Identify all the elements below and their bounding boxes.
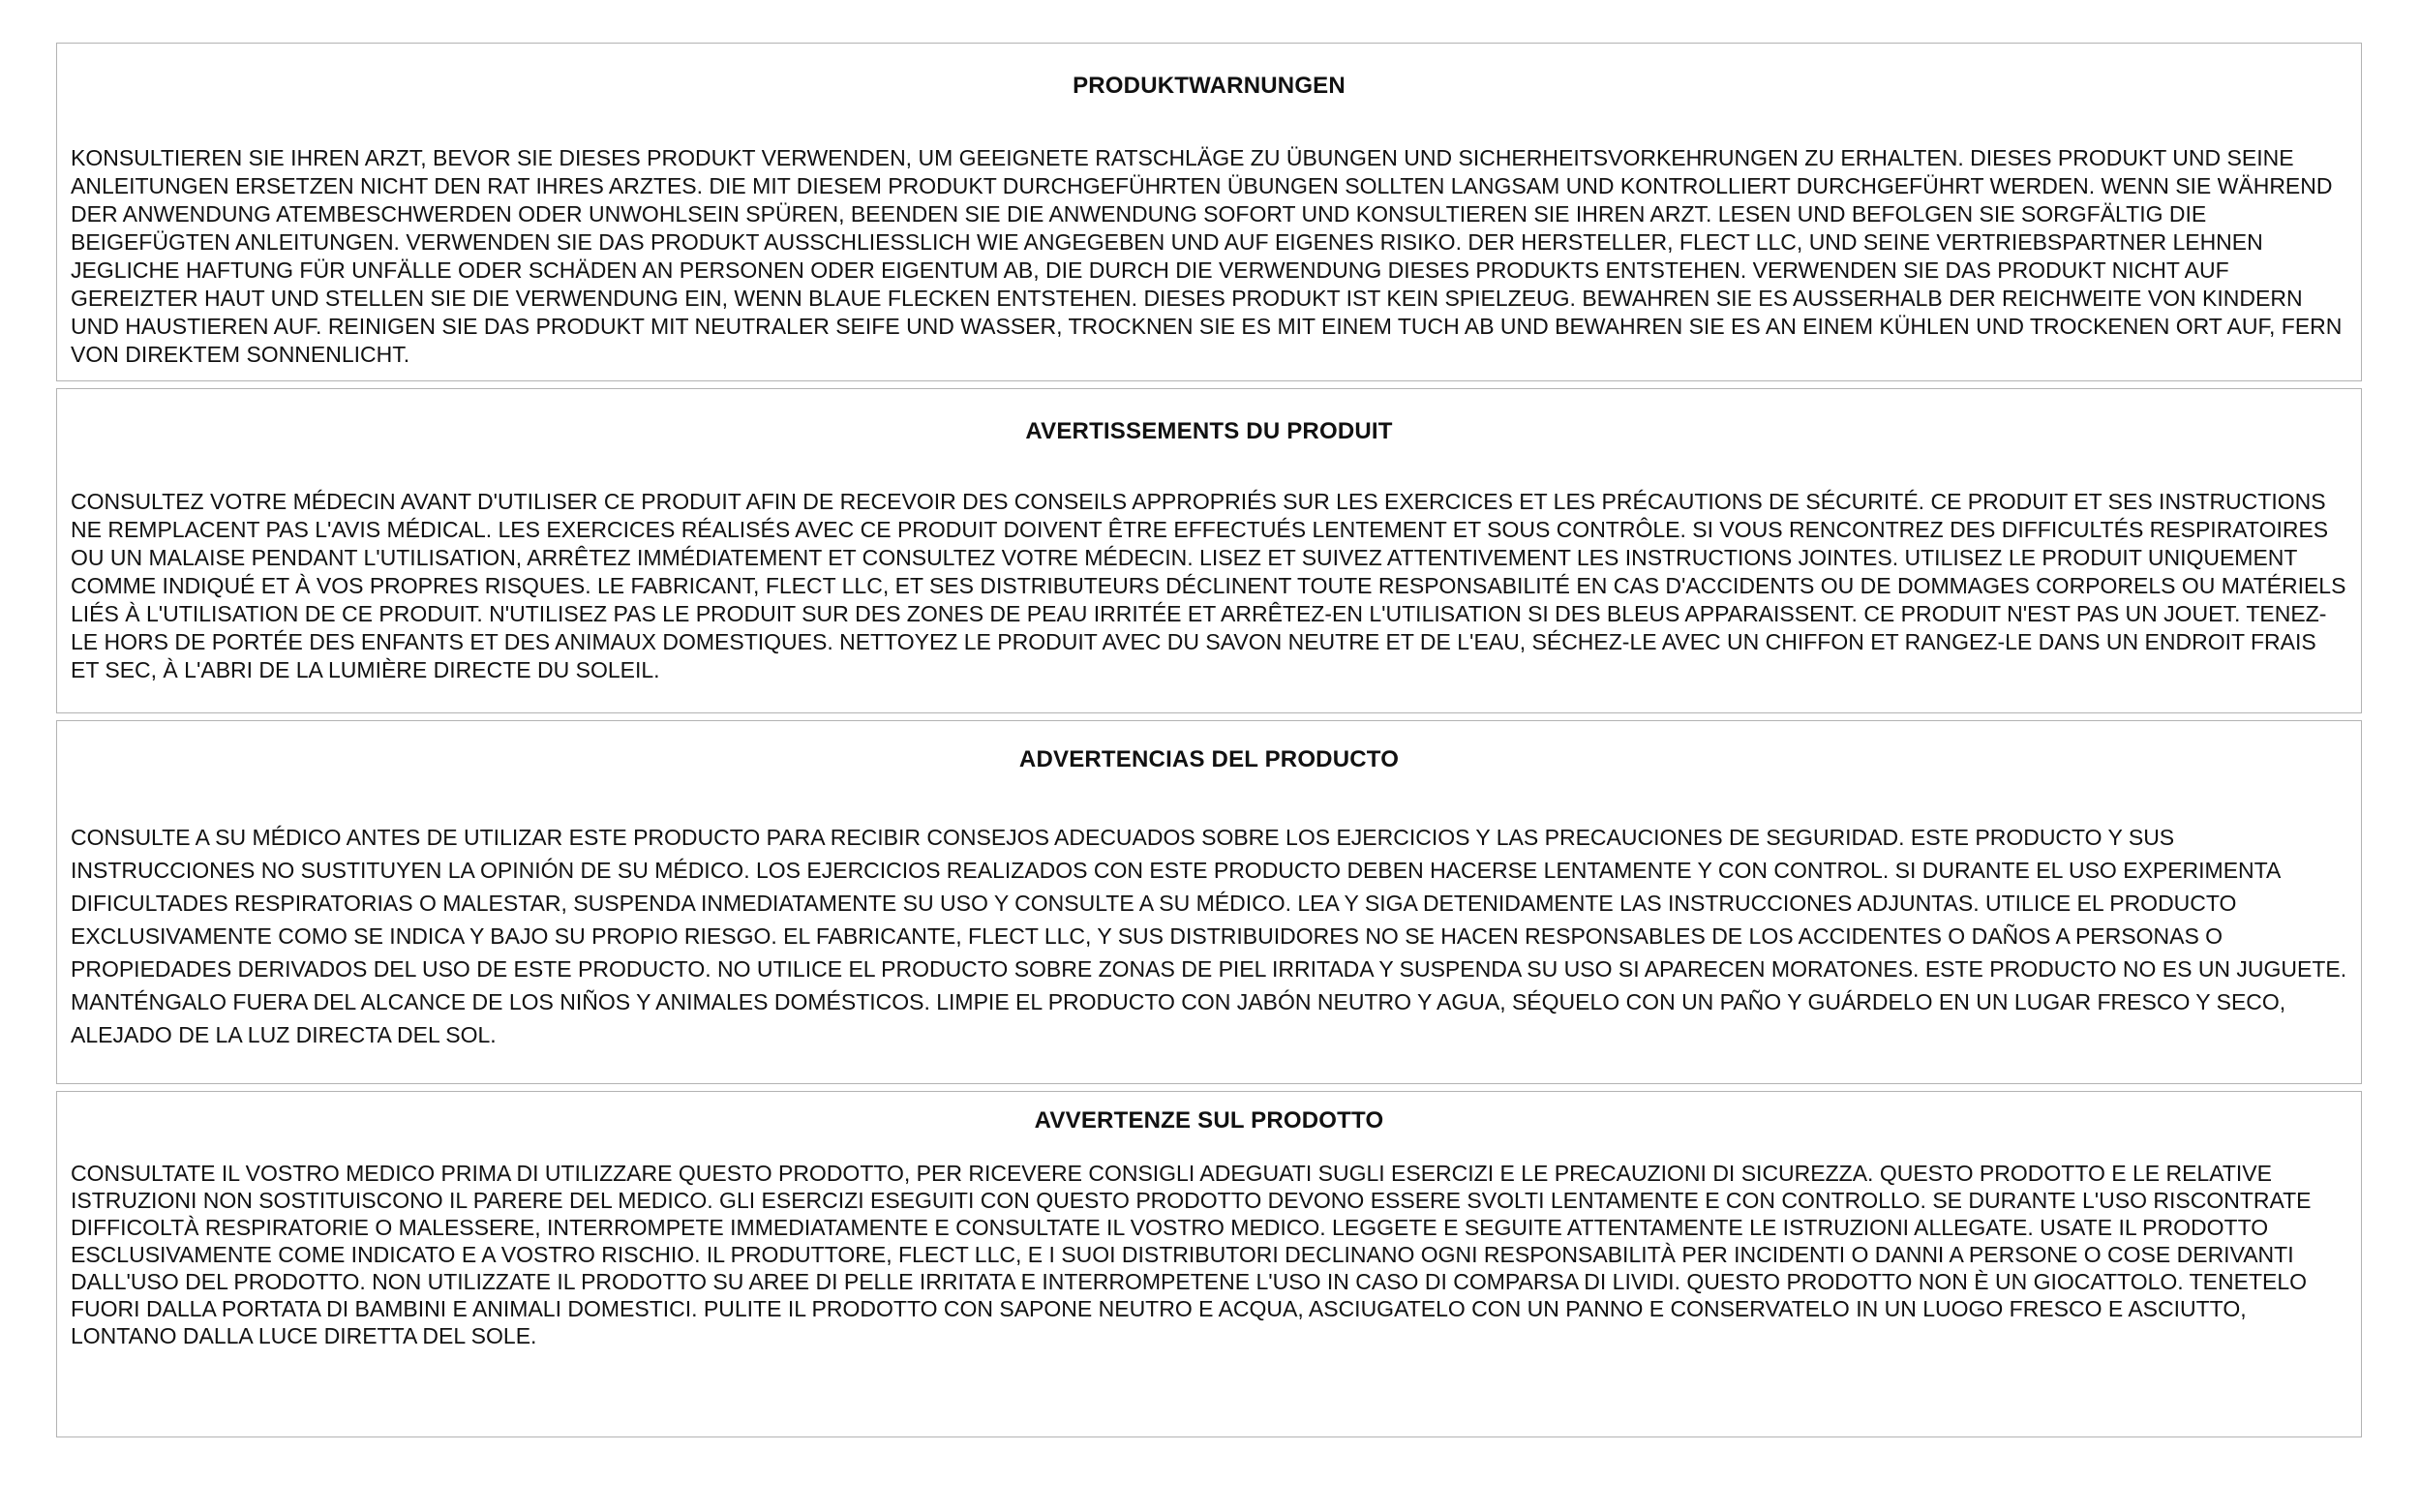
section-title-spanish: ADVERTENCIAS DEL PRODUCTO bbox=[1018, 746, 1400, 772]
section-body-french: CONSULTEZ VOTRE MÉDECIN AVANT D'UTILISER CE PRODUIT AFIN DE RECEVOIR DES CONSEILS APPROPRIÉS SUR LES EXERCICES ET LES PRÉCAUTIONS DE SÉCURITÉ. CE PRODUIT ET SES INSTRUCTIONS NE REMPLACENT PAS L'AVIS MÉDICAL. LES EXERCICES RÉALISÉS AVEC CE PRODUIT DOIVENT ÊTRE EFFECTUÉS LENTEMENT ET SOUS CONTRÔLE. SI VOUS RENCONTREZ DES DIFFICULTÉS RESPIRATOIRES OU UN MALAISE PENDANT L'UTILISATION, ARRÊTEZ IMMÉDIATEMENT ET CONSULTEZ VOTRE MÉDECIN. LISEZ ET SUIVEZ ATTENTIVEMENT LES INSTRUCTIONS JOINTES. UTILISEZ LE PRODUIT UNIQUEMENT COMME INDIQUÉ ET À VOS PROPRES RISQUES. LE FABRICANT, FLECT LLC, ET SES DISTRIBUTEURS DÉCLINENT TOUTE RESPONSABILITÉ EN CAS D'ACCIDENTS OU DE DOMMAGES CORPORELS OU MATÉRIELS LIÉS À L'UTILISATION DE CE PRODUIT. N'UTILISEZ PAS LE PRODUIT SUR DES ZONES DE PEAU IRRITÉE ET ARRÊTEZ-EN L'UTILISATION SI DES BLEUS APPARAISSENT. CE PRODUIT N'EST PAS UN JOUET. TENEZ-LE HORS DE PORTÉE DES ENFANTS ET DES ANIMAUX DOMESTIQUES. NETTOYEZ LE PRODUIT AVEC DU SAVON NEUTRE ET DE L'EAU, SÉCHEZ-LE AVEC UN CHIFFON ET RANGEZ-LE DANS UN ENDROIT FRAIS ET SEC, À L'ABRI DE LA LUMIÈRE DIRECTE DU SOLEIL. bbox=[71, 489, 2346, 682]
warnings-document bbox=[56, 43, 2362, 1444]
section-body-italian: CONSULTATE IL VOSTRO MEDICO PRIMA DI UTILIZZARE QUESTO PRODOTTO, PER RICEVERE CONSIGLI ADEGUATI SUGLI ESERCIZI E LE PRECAUZIONI DI SICUREZZA. QUESTO PRODOTTO E LE RELATIVE ISTRUZIONI NON SOSTITUISCONO IL PARERE DEL MEDICO. GLI ESERCIZI ESEGUITI CON QUESTO PRODOTTO DEVONO ESSERE SVOLTI LENTAMENTE E CON CONTROLLO. SE DURANTE L'USO RISCONTRATE DIFFICOLTÀ RESPIRATORIE O MALESSERE, INTERROMPETE IMMEDIATAMENTE E CONSULTATE IL VOSTRO MEDICO. LEGGETE E SEGUITE ATTENTAMENTE LE ISTRUZIONI ALLEGATE. USATE IL PRODOTTO ESCLUSIVAMENTE COME INDICATO E A VOSTRO RISCHIO. IL PRODUTTORE, FLECT LLC, E I SUOI DISTRIBUTORI DECLINANO OGNI RESPONSABILITÀ PER INCIDENTI O DANNI A PERSONE O COSE DERIVANTI DALL'USO DEL PRODOTTO. NON UTILIZZATE IL PRODOTTO SU AREE DI PELLE IRRITATA E INTERROMPETENE L'USO IN CASO DI COMPARSA DI LIVIDI. QUESTO PRODOTTO NON È UN GIOCATTOLO. TENETELO FUORI DALLA PORTATA DI BAMBINI E ANIMALI DOMESTICI. PULITE IL PRODOTTO CON SAPONE NEUTRO E ACQUA, ASCIUGATELO CON UN PANNO E CONSERVATELO IN UN LUOGO FRESCO E ASCIUTTO, LONTANO DALLA LUCE DIRETTA DEL SOLE. bbox=[71, 1161, 2312, 1348]
section-body-spanish: CONSULTE A SU MÉDICO ANTES DE UTILIZAR ESTE PRODUCTO PARA RECIBIR CONSEJOS ADECUADOS SOBRE LOS EJERCICIOS Y LAS PRECAUCIONES DE SEGURIDAD. ESTE PRODUCTO Y SUS INSTRUCCIONES NO SUSTITUYEN LA OPINIÓN DE SU MÉDICO. LOS EJERCICIOS REALIZADOS CON ESTE PRODUCTO DEBEN HACERSE LENTAMENTE Y CON CONTROL. SI DURANTE EL USO EXPERIMENTA DIFICULTADES RESPIRATORIAS O MALESTAR, SUSPENDA INMEDIATAMENTE SU USO Y CONSULTE A SU MÉDICO. LEA Y SIGA DETENIDAMENTE LAS INSTRUCCIONES ADJUNTAS. UTILICE EL PRODUCTO EXCLUSIVAMENTE COMO SE INDICA Y BAJO SU PROPIO RIESGO. EL FABRICANTE, FLECT LLC, Y SUS DISTRIBUIDORES NO SE HACEN RESPONSABLES DE LOS ACCIDENTES O DAÑOS A PERSONAS O PROPIEDADES DERIVADOS DEL USO DE ESTE PRODUCTO. NO UTILICE EL PRODUCTO SOBRE ZONAS DE PIEL IRRITADA Y SUSPENDA SU USO SI APARECEN MORATONES. ESTE PRODUCTO NO ES UN JUGUETE. MANTÉNGALO FUERA DEL ALCANCE DE LOS NIÑOS Y ANIMALES DOMÉSTICOS. LIMPIE EL PRODUCTO CON JABÓN NEUTRO Y AGUA, SÉQUELO CON UN PAÑO Y GUÁRDELO EN UN LUGAR FRESCO Y SECO, ALEJADO DE LA LUZ DIRECTA DEL SOL. bbox=[71, 825, 2347, 1047]
warning-section-german bbox=[56, 43, 2362, 381]
warning-section-spanish bbox=[56, 720, 2362, 1084]
section-title-french: AVERTISSEMENTS DU PRODUIT bbox=[1025, 418, 1393, 444]
section-title-italian: AVVERTENZE SUL PRODOTTO bbox=[1034, 1107, 1384, 1134]
warning-section-italian bbox=[56, 1091, 2362, 1437]
section-body-german: KONSULTIEREN SIE IHREN ARZT, BEVOR SIE DIESES PRODUKT VERWENDEN, UM GEEIGNETE RATSCHLÄGE ZU ÜBUNGEN UND SICHERHEITSVORKEHRUNGEN ZU ERHALTEN. DIESES PRODUKT UND SEINE ANLEITUNGEN ERSETZEN NICHT DEN RAT IHRES ARZTES. DIE MIT DIESEM PRODUKT DURCHGEFÜHRTEN ÜBUNGEN SOLLTEN LANGSAM UND KONTROLLIERT DURCHGEFÜHRT WERDEN. WENN SIE WÄHREND DER ANWENDUNG ATEMBESCHWERDEN ODER UNWOHLSEIN SPÜREN, BEENDEN SIE DIE ANWENDUNG SOFORT UND KONSULTIEREN SIE IHREN ARZT. LESEN UND BEFOLGEN SIE SORGFÄLTIG DIE BEIGEFÜGTEN ANLEITUNGEN. VERWENDEN SIE DAS PRODUKT AUSSCHLIESSLICH WIE ANGEGEBEN UND AUF EIGENES RISIKO. DER HERSTELLER, FLECT LLC, UND SEINE VERTRIEBSPARTNER LEHNEN JEGLICHE HAFTUNG FÜR UNFÄLLE ODER SCHÄDEN AN PERSONEN ODER EIGENTUM AB, DIE DURCH DIE VERWENDUNG DIESES PRODUKTS ENTSTEHEN. VERWENDEN SIE DAS PRODUKT NICHT AUF GEREIZTER HAUT UND STELLEN SIE DIE VERWENDUNG EIN, WENN BLAUE FLECKEN ENTSTEHEN. DIESES PRODUKT IST KEIN SPIELZEUG. BEWAHREN SIE ES AUSSERHALB DER REICHWEITE VON KINDERN UND HAUSTIEREN AUF. REINIGEN SIE DAS PRODUKT MIT NEUTRALER SEIFE UND WASSER, TROCKNEN SIE ES MIT EINEM TUCH AB UND BEWAHREN SIE ES AN EINEM KÜHLEN UND TROCKENEN ORT AUF, FERN VON DIREKTEM SONNENLICHT. bbox=[71, 145, 2343, 367]
section-title-german: PRODUKTWARNUNGEN bbox=[1073, 73, 1346, 99]
warning-section-french bbox=[56, 388, 2362, 713]
